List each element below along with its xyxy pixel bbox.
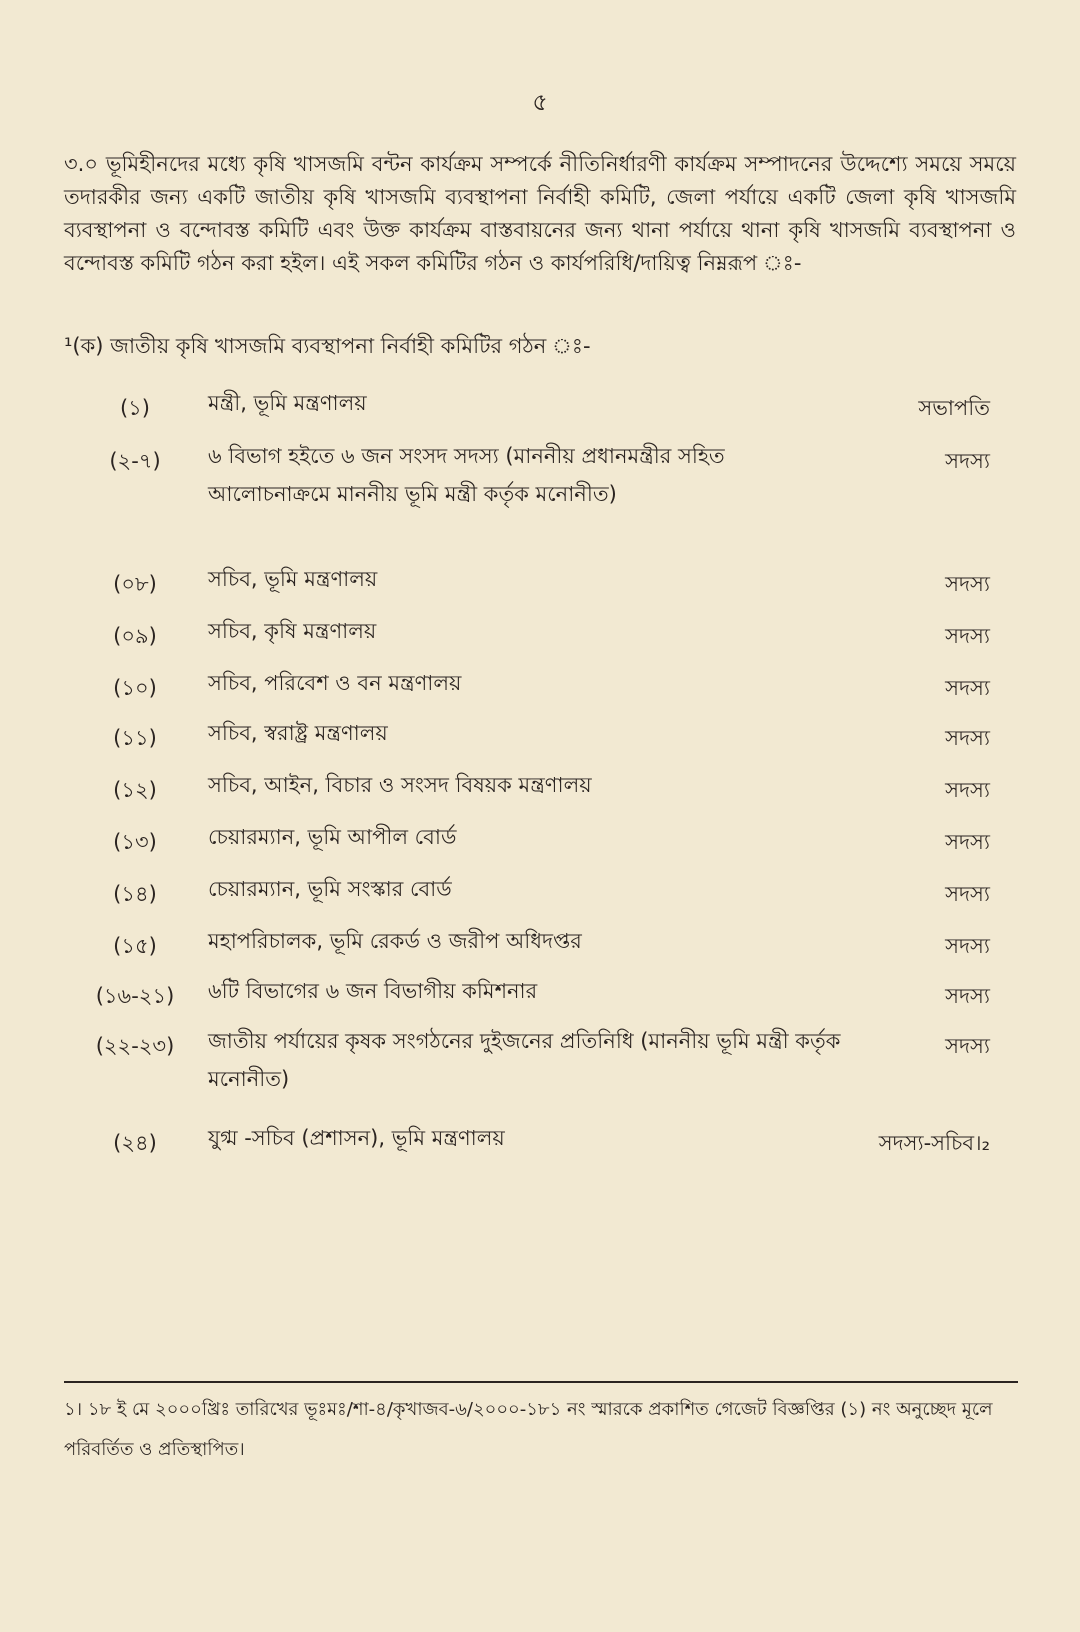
member-number: (২৪) xyxy=(113,1131,157,1155)
member-title: মহাপরিচালক, ভূমি রেকর্ড ও জরীপ অধিদপ্তর xyxy=(208,929,582,953)
member-number: (০৯) xyxy=(113,624,157,648)
member-title: ৬টি বিভাগের ৬ জন বিভাগীয় কমিশনার xyxy=(208,979,538,1003)
member-number: (১৬-২১) xyxy=(95,984,175,1008)
member-number: (১২) xyxy=(113,778,157,802)
member-title: চেয়ারম্যান, ভূমি আপীল বোর্ড xyxy=(208,825,457,849)
member-number: (১১) xyxy=(113,726,157,750)
member-number: (১) xyxy=(119,396,150,420)
member-role: সদস্য-সচিব।₂ xyxy=(878,1131,990,1155)
member-role: সদস্য xyxy=(945,572,990,596)
member-number: (০৮) xyxy=(113,572,157,596)
member-title: সচিব, ভূমি মন্ত্রণালয় xyxy=(208,567,378,591)
member-number: (২-৭) xyxy=(109,449,161,473)
member-title: সচিব, কৃষি মন্ত্রণালয় xyxy=(208,619,377,643)
member-number: (১৫) xyxy=(113,934,157,958)
member-role: সদস্য xyxy=(945,624,990,648)
member-title: সচিব, স্বরাষ্ট্র মন্ত্রণালয় xyxy=(208,721,388,745)
member-role: সভাপতি xyxy=(918,396,990,420)
member-title: ৬ বিভাগ হইতে ৬ জন সংসদ সদস্য (মাননীয় প্রধানমন্ত্রীর সহিত আলোচনাক্রমে মাননীয় ভূমি মন্ত্রী কর্তৃক মনোনীত) xyxy=(208,444,725,506)
section-heading: ¹(ক) জাতীয় কৃষি খাসজমি ব্যবস্থাপনা নির্বাহী কমিটির গঠন ঃ- xyxy=(64,334,591,358)
member-role: সদস্য xyxy=(945,934,990,958)
footnote-divider xyxy=(64,1381,1018,1383)
member-role: সদস্য xyxy=(945,882,990,906)
member-role: সদস্য xyxy=(945,778,990,802)
page-number: ৫ xyxy=(532,88,548,116)
member-number: (১৩) xyxy=(113,830,157,854)
member-number: (১০) xyxy=(113,676,157,700)
member-role: সদস্য xyxy=(945,449,990,473)
member-title: সচিব, আইন, বিচার ও সংসদ বিষয়ক মন্ত্রণালয় xyxy=(208,773,592,797)
member-role: সদস্য xyxy=(945,676,990,700)
member-role: সদস্য xyxy=(945,830,990,854)
member-number: (১৪) xyxy=(113,882,157,906)
member-role: সদস্য xyxy=(945,984,990,1008)
member-role: সদস্য xyxy=(945,726,990,750)
intro-paragraph: ৩.০ ভূমিহীনদের মধ্যে কৃষি খাসজমি বন্টন কার্যক্রম সম্পর্কে নীতিনির্ধারণী কার্যক্রম সম্পাদনের উদ্দেশ্যে সময়ে সময়ে তদারকীর জন্য একটি জাতীয় কৃষি খাসজমি ব্যবস্থাপনা নির্বাহী কমিটি, জেলা পর্যায়ে একটি জেলা কৃষি খাসজমি ব্যবস্থাপনা ও বন্দোবস্ত কমিটি এবং উক্ত কার্যক্রম বাস্তবায়নের জন্য থানা পর্যায়ে থানা কৃষি খাসজমি ব্যবস্থাপনা ও বন্দোবস্ত কমিটি গঠন করা হইল। এই সকল কমিটির গঠন ও কার্যপরিধি/দায়িত্ব নিম্নরূপ ঃ- xyxy=(64,152,1016,275)
member-title: যুগ্ম -সচিব (প্রশাসন), ভূমি মন্ত্রণালয় xyxy=(208,1126,505,1150)
member-title: জাতীয় পর্যায়ের কৃষক সংগঠনের দুইজনের প্রতিনিধি (মাননীয় ভূমি মন্ত্রী কর্তৃক মনোনীত) xyxy=(208,1029,841,1091)
member-title: মন্ত্রী, ভূমি মন্ত্রণালয় xyxy=(208,391,367,415)
footnote: ১। ১৮ ই মে ২০০০খ্রিঃ তারিখের ভূঃমঃ/শা-৪/কৃখাজব-৬/২০০০-১৮১ নং স্মারকে প্রকাশিত গেজেট বিজ্ঞপ্তির (১) নং অনুচ্ছেদ মূলে পরিবর্তিত ও প্রতিস্থাপিত। xyxy=(64,1399,993,1460)
member-number: (২২-২৩) xyxy=(95,1034,175,1058)
member-title: সচিব, পরিবেশ ও বন মন্ত্রণালয় xyxy=(208,671,462,695)
member-role: সদস্য xyxy=(945,1034,990,1058)
member-title: চেয়ারম্যান, ভূমি সংস্কার বোর্ড xyxy=(208,877,452,901)
